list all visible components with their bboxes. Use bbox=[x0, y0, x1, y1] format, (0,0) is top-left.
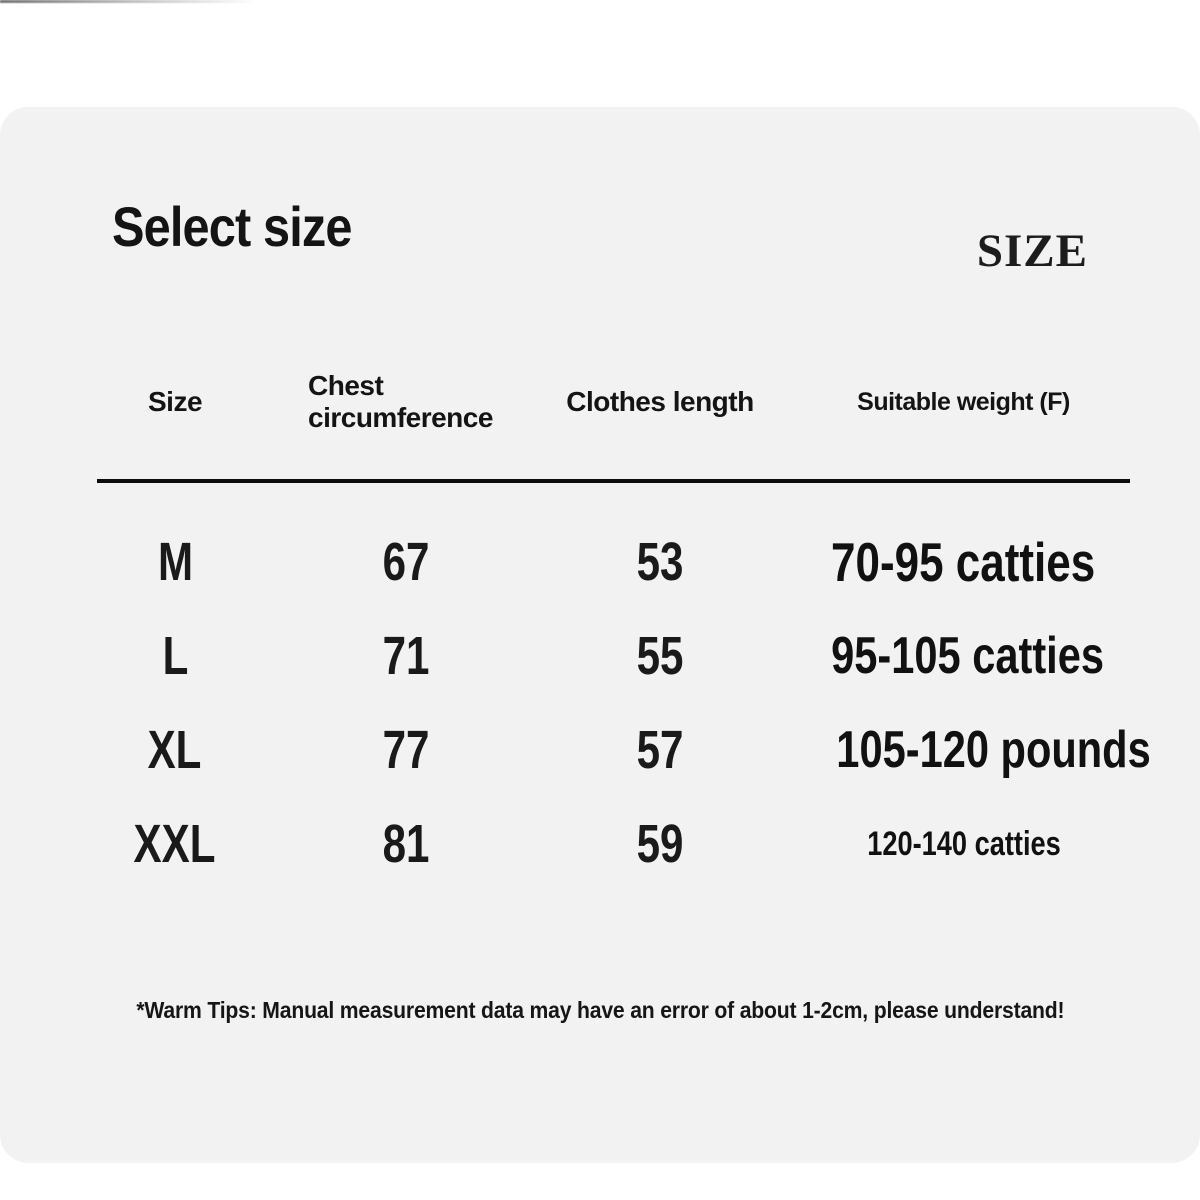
cell-weight: 120-140 catties bbox=[866, 824, 1061, 863]
cell-size: L bbox=[162, 626, 188, 686]
cell-weight: 105-120 pounds bbox=[836, 721, 1151, 779]
cell-weight: 70-95 catties bbox=[831, 531, 1096, 593]
table-row bbox=[97, 515, 1130, 609]
table-row bbox=[97, 609, 1130, 703]
column-header-weight: Suitable weight (F) bbox=[857, 387, 1070, 416]
cell-chest: 77 bbox=[382, 720, 430, 780]
warm-tips-note: *Warm Tips: Manual measurement data may have an error of about 1-2cm, please understand! bbox=[135, 997, 1065, 1023]
cell-length: 59 bbox=[636, 814, 684, 874]
page-title: Select size bbox=[112, 195, 352, 258]
column-header-chest: Chest circumference bbox=[308, 370, 493, 433]
cell-chest: 67 bbox=[382, 532, 430, 592]
table-body bbox=[97, 483, 1151, 891]
table-header-row bbox=[97, 352, 1130, 452]
column-header-size: Size bbox=[147, 386, 203, 417]
cell-length: 57 bbox=[636, 720, 684, 780]
cell-size: XXL bbox=[134, 814, 216, 874]
cropped-edge-artifact bbox=[0, 0, 258, 3]
cell-length: 55 bbox=[636, 626, 684, 686]
column-header-length: Clothes length bbox=[566, 386, 754, 417]
cell-size: M bbox=[157, 532, 193, 592]
cell-chest: 71 bbox=[382, 626, 430, 686]
cell-chest: 81 bbox=[382, 814, 430, 874]
size-chart-card bbox=[0, 107, 1200, 1163]
cell-weight: 95-105 catties bbox=[831, 627, 1105, 685]
table-row bbox=[97, 797, 1130, 891]
cell-size: XL bbox=[148, 720, 202, 780]
table-row bbox=[97, 703, 1151, 797]
cell-length: 53 bbox=[636, 532, 684, 592]
size-watermark: SIZE bbox=[976, 225, 1088, 277]
size-table bbox=[97, 352, 1151, 891]
